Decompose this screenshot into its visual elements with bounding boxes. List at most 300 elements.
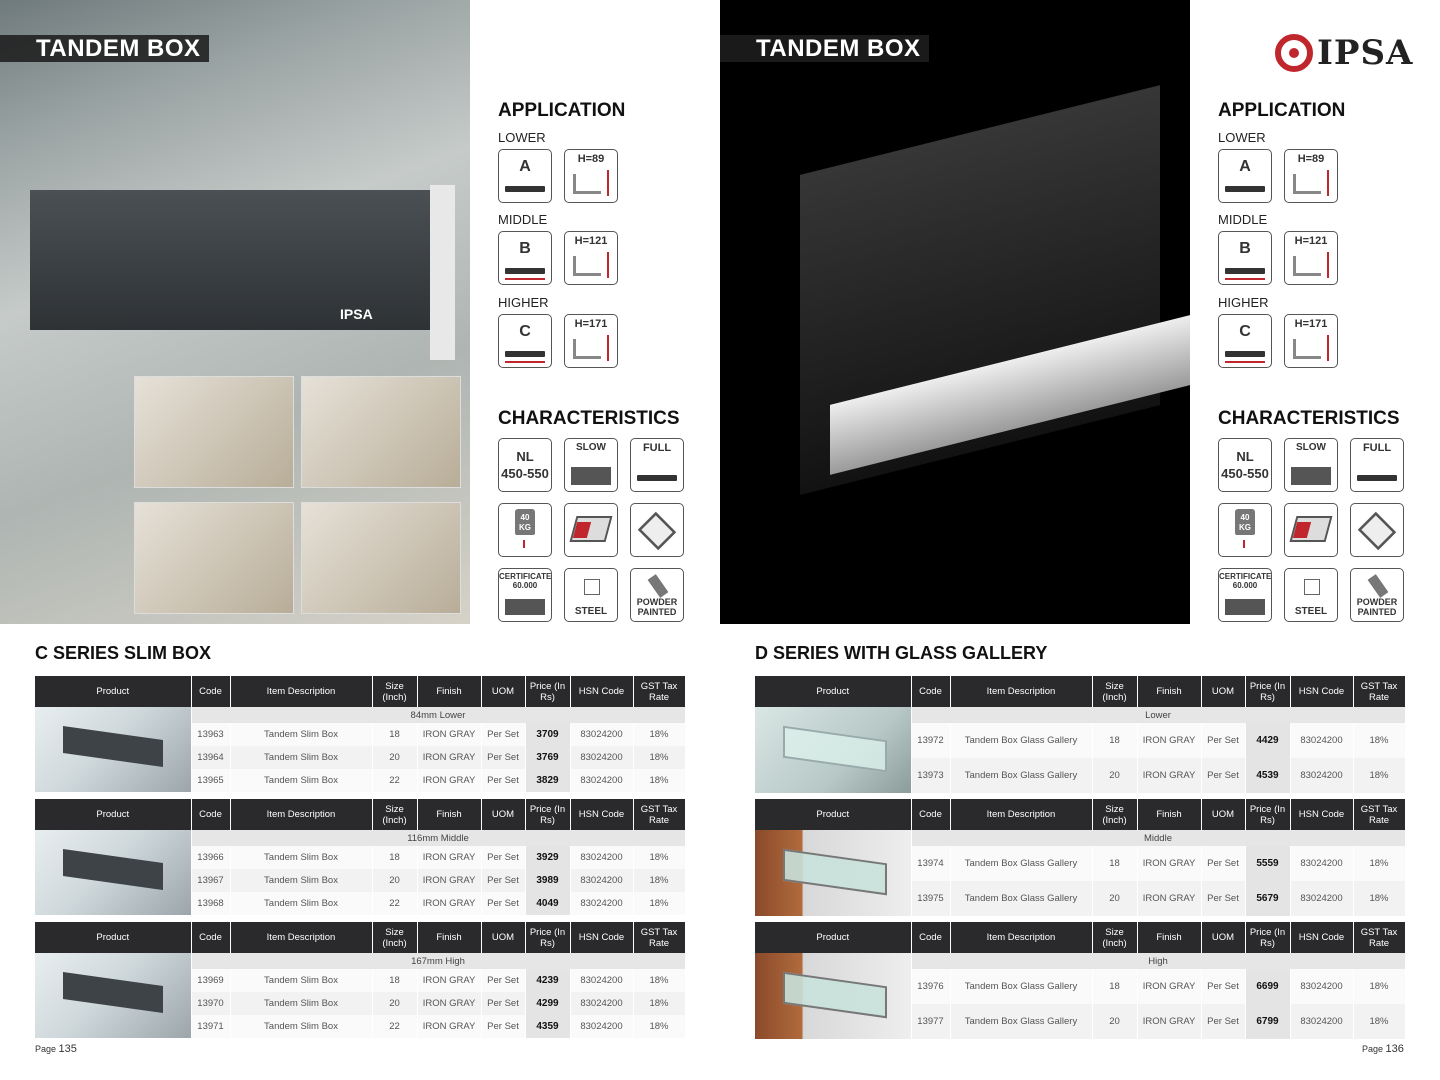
weight-value: 40 xyxy=(1240,513,1250,522)
load-capacity-icon xyxy=(1218,503,1272,557)
column-header: Price (In Rs) xyxy=(1245,799,1290,830)
painted-label: PAINTED xyxy=(1357,607,1397,617)
column-header: Finish xyxy=(1137,799,1201,830)
weight-value: 40 xyxy=(520,513,530,522)
finish-cell: IRON GRAY xyxy=(1137,723,1201,758)
steel-icon xyxy=(1284,568,1338,622)
height-value: H=171 xyxy=(574,318,608,330)
finish-cell: IRON GRAY xyxy=(417,746,481,769)
drawer-graphic xyxy=(505,599,545,615)
column-header: Size (Inch) xyxy=(372,799,417,830)
uom-cell: Per Set xyxy=(481,992,525,1015)
hero-title: TANDEM BOX xyxy=(0,35,209,62)
description-cell: Tandem Slim Box xyxy=(230,846,372,869)
column-header: Size (Inch) xyxy=(1092,676,1137,707)
hsn-cell: 83024200 xyxy=(570,892,633,915)
drawer-type-icon xyxy=(498,231,552,285)
description-cell: Tandem Box Glass Gallery xyxy=(950,969,1092,1004)
column-header: UOM xyxy=(481,922,525,953)
drawer-letter: A xyxy=(1239,158,1251,175)
price-cell: 6699 xyxy=(1245,969,1290,1004)
characteristics-title: CHARACTERISTICS xyxy=(1218,408,1400,429)
uom-cell: Per Set xyxy=(481,769,525,792)
column-header: HSN Code xyxy=(1290,676,1353,707)
full-label: FULL xyxy=(642,442,672,454)
price-table xyxy=(755,799,1406,916)
product-image xyxy=(755,830,911,916)
finish-cell: IRON GRAY xyxy=(1137,1004,1201,1039)
drawer-thumbnail xyxy=(134,502,294,614)
steel-label: STEEL xyxy=(574,606,608,617)
adjustment-icon xyxy=(564,503,618,557)
gst-cell: 18% xyxy=(1353,881,1405,916)
gst-cell: 18% xyxy=(1353,1004,1405,1039)
column-header: Product xyxy=(755,676,911,707)
column-header: Size (Inch) xyxy=(1092,922,1137,953)
column-header: Size (Inch) xyxy=(372,676,417,707)
finish-cell: IRON GRAY xyxy=(417,846,481,869)
column-header: UOM xyxy=(1201,676,1245,707)
drawer-bar xyxy=(505,268,545,274)
height-arrow xyxy=(1327,252,1329,278)
certificate-cycles: 60.000 xyxy=(1232,581,1258,590)
uom-cell: Per Set xyxy=(481,869,525,892)
column-header: Code xyxy=(911,922,950,953)
hsn-cell: 83024200 xyxy=(1290,723,1353,758)
hsn-cell: 83024200 xyxy=(570,769,633,792)
side-profile xyxy=(573,174,601,194)
drawer-thumbnail xyxy=(301,376,461,488)
height-icon xyxy=(1284,149,1338,203)
price-cell: 3929 xyxy=(525,846,570,869)
column-header: Item Description xyxy=(950,799,1092,830)
hsn-cell: 83024200 xyxy=(570,992,633,1015)
table-header-row xyxy=(35,676,685,707)
column-header: Item Description xyxy=(230,676,372,707)
powder-label-wrap xyxy=(631,597,683,617)
gst-cell: 18% xyxy=(633,892,685,915)
price-cell: 4539 xyxy=(1245,758,1290,793)
level-label: HIGHER xyxy=(498,295,549,310)
down-arrow-icon xyxy=(1243,540,1245,548)
characteristics-title: CHARACTERISTICS xyxy=(498,408,680,429)
adjustment-icon xyxy=(1284,503,1338,557)
drawer-graphic xyxy=(571,467,611,485)
gst-cell: 18% xyxy=(633,969,685,992)
column-header: Product xyxy=(35,799,191,830)
code-cell: 13975 xyxy=(911,881,950,916)
price-cell: 5679 xyxy=(1245,881,1290,916)
drawer-letter: C xyxy=(1239,323,1251,340)
level-label: MIDDLE xyxy=(1218,212,1268,227)
size-cell: 20 xyxy=(1092,1004,1137,1039)
powder-label-wrap xyxy=(1351,597,1403,617)
description-cell: Tandem Slim Box xyxy=(230,769,372,792)
size-cell: 20 xyxy=(372,992,417,1015)
uom-cell: Per Set xyxy=(481,746,525,769)
height-line xyxy=(505,278,545,280)
code-cell: 13971 xyxy=(191,1015,230,1038)
size-cell: 22 xyxy=(372,769,417,792)
code-cell: 13977 xyxy=(911,1004,950,1039)
description-cell: Tandem Slim Box xyxy=(230,969,372,992)
weight-icon xyxy=(515,509,535,535)
drawer-letter: C xyxy=(519,323,531,340)
code-cell: 13965 xyxy=(191,769,230,792)
column-header: HSN Code xyxy=(570,799,633,830)
certificate-icon xyxy=(498,568,552,622)
code-cell: 13976 xyxy=(911,969,950,1004)
drawer-type-icon xyxy=(498,149,552,203)
code-cell: 13970 xyxy=(191,992,230,1015)
table-header-row xyxy=(35,922,685,953)
height-arrow xyxy=(607,252,609,278)
column-header: UOM xyxy=(481,676,525,707)
column-header: Product xyxy=(755,799,911,830)
nl-range: 450-550 xyxy=(1221,466,1269,481)
column-header: Finish xyxy=(417,922,481,953)
gst-cell: 18% xyxy=(633,869,685,892)
side-profile xyxy=(1293,256,1321,276)
cube-icon xyxy=(584,579,600,595)
full-extension-icon xyxy=(630,438,684,492)
gst-cell: 18% xyxy=(633,1015,685,1038)
product-image-cell xyxy=(35,953,191,1038)
size-cell: 22 xyxy=(372,1015,417,1038)
table-header-row xyxy=(755,799,1405,830)
column-header: Price (In Rs) xyxy=(525,922,570,953)
code-cell: 13964 xyxy=(191,746,230,769)
drawer-bar xyxy=(1225,268,1265,274)
hero-photo xyxy=(0,0,470,624)
hsn-cell: 83024200 xyxy=(1290,1004,1353,1039)
powder-label: POWDER xyxy=(1356,597,1398,607)
page-number xyxy=(1362,1043,1404,1055)
drawer-letter: B xyxy=(1239,240,1251,257)
gst-cell: 18% xyxy=(1353,846,1405,881)
column-header: GST Tax Rate xyxy=(1353,799,1405,830)
product-image xyxy=(35,707,191,792)
finish-cell: IRON GRAY xyxy=(1137,969,1201,1004)
height-icon xyxy=(564,314,618,368)
description-cell: Tandem Slim Box xyxy=(230,1015,372,1038)
finish-cell: IRON GRAY xyxy=(1137,758,1201,793)
column-header: Price (In Rs) xyxy=(525,799,570,830)
certificate-label: CERTIFICATE xyxy=(1219,572,1272,581)
gst-cell: 18% xyxy=(1353,758,1405,793)
full-extension-icon xyxy=(1350,438,1404,492)
column-header: Price (In Rs) xyxy=(525,676,570,707)
size-cell: 20 xyxy=(1092,758,1137,793)
uom-cell: Per Set xyxy=(481,892,525,915)
column-header: Item Description xyxy=(950,922,1092,953)
price-table xyxy=(755,676,1406,793)
price-cell: 4049 xyxy=(525,892,570,915)
load-capacity-icon xyxy=(498,503,552,557)
height-value: H=89 xyxy=(577,153,605,165)
uom-cell: Per Set xyxy=(1201,969,1245,1004)
height-arrow xyxy=(607,170,609,196)
side-profile xyxy=(573,339,601,359)
height-arrow xyxy=(1327,170,1329,196)
weight-unit: KG xyxy=(519,523,531,532)
uom-cell: Per Set xyxy=(481,1015,525,1038)
certificate-cycles: 60.000 xyxy=(512,581,538,590)
drawer-letter: A xyxy=(519,158,531,175)
hsn-cell: 83024200 xyxy=(570,869,633,892)
drawer-type-icon xyxy=(1218,314,1272,368)
group-label: 116mm Middle xyxy=(191,830,685,846)
description-cell: Tandem Slim Box xyxy=(230,869,372,892)
drawer-bar xyxy=(1357,475,1397,481)
product-image-cell xyxy=(35,707,191,792)
size-cell: 18 xyxy=(372,846,417,869)
group-label: Middle xyxy=(911,830,1405,846)
brush-icon xyxy=(648,574,669,598)
description-cell: Tandem Slim Box xyxy=(230,892,372,915)
finish-cell: IRON GRAY xyxy=(417,992,481,1015)
price-cell: 3829 xyxy=(525,769,570,792)
column-header: Code xyxy=(191,922,230,953)
section-title: D SERIES WITH GLASS GALLERY xyxy=(755,643,1048,663)
price-cell: 6799 xyxy=(1245,1004,1290,1039)
column-header: Finish xyxy=(1137,676,1201,707)
height-line xyxy=(505,361,545,363)
product-image xyxy=(755,707,911,793)
size-cell: 20 xyxy=(1092,881,1137,916)
drawer-tray-icon xyxy=(630,503,684,557)
soft-close-icon xyxy=(564,438,618,492)
group-label: Lower xyxy=(911,707,1405,723)
price-table xyxy=(35,922,686,1038)
product-image-cell xyxy=(755,953,911,1039)
description-cell: Tandem Box Glass Gallery xyxy=(950,846,1092,881)
uom-cell: Per Set xyxy=(1201,758,1245,793)
product-image xyxy=(755,953,911,1039)
column-header: GST Tax Rate xyxy=(633,676,685,707)
size-cell: 18 xyxy=(372,969,417,992)
height-line xyxy=(1225,278,1265,280)
height-icon xyxy=(1284,314,1338,368)
finish-cell: IRON GRAY xyxy=(417,969,481,992)
powder-label: POWDER xyxy=(636,597,678,607)
price-cell: 4239 xyxy=(525,969,570,992)
section-title: C SERIES SLIM BOX xyxy=(35,643,212,663)
drawer-bar xyxy=(1225,351,1265,357)
column-header: Code xyxy=(911,676,950,707)
cube-icon xyxy=(1304,579,1320,595)
finish-cell: IRON GRAY xyxy=(417,769,481,792)
nl-range: 450-550 xyxy=(501,466,549,481)
ipsa-logo-icon xyxy=(1275,34,1313,72)
drawer-letter: B xyxy=(519,240,531,257)
column-header: Finish xyxy=(417,676,481,707)
gst-cell: 18% xyxy=(633,769,685,792)
price-cell: 3769 xyxy=(525,746,570,769)
finish-cell: IRON GRAY xyxy=(417,892,481,915)
nominal-length-icon xyxy=(498,438,552,492)
price-cell: 4299 xyxy=(525,992,570,1015)
column-header: GST Tax Rate xyxy=(1353,676,1405,707)
group-subheader-row xyxy=(755,830,1405,846)
column-header: Product xyxy=(755,922,911,953)
code-cell: 13963 xyxy=(191,723,230,746)
group-label: 84mm Lower xyxy=(191,707,685,723)
height-value: H=121 xyxy=(1294,235,1328,247)
height-value: H=171 xyxy=(1294,318,1328,330)
column-header: Product xyxy=(35,676,191,707)
finish-cell: IRON GRAY xyxy=(417,723,481,746)
column-header: GST Tax Rate xyxy=(633,922,685,953)
description-cell: Tandem Box Glass Gallery xyxy=(950,1004,1092,1039)
finish-cell: IRON GRAY xyxy=(1137,846,1201,881)
hsn-cell: 83024200 xyxy=(570,1015,633,1038)
height-icon xyxy=(1284,231,1338,285)
finish-cell: IRON GRAY xyxy=(417,869,481,892)
height-value: H=89 xyxy=(1297,153,1325,165)
certificate-icon xyxy=(1218,568,1272,622)
gst-cell: 18% xyxy=(1353,723,1405,758)
column-header: Size (Inch) xyxy=(372,922,417,953)
code-cell: 13974 xyxy=(911,846,950,881)
level-label: MIDDLE xyxy=(498,212,548,227)
page-label: Page xyxy=(35,1044,57,1054)
uom-cell: Per Set xyxy=(1201,846,1245,881)
column-header: Item Description xyxy=(230,922,372,953)
logo-text: IPSA xyxy=(1317,33,1414,73)
size-cell: 20 xyxy=(372,746,417,769)
size-cell: 20 xyxy=(372,869,417,892)
weight-icon xyxy=(1235,509,1255,535)
group-label: High xyxy=(911,953,1405,969)
product-image-cell xyxy=(35,830,191,915)
column-header: HSN Code xyxy=(570,922,633,953)
height-line xyxy=(1225,361,1265,363)
hero-photo xyxy=(720,0,1190,624)
drawer-side xyxy=(430,185,455,360)
group-label: 167mm High xyxy=(191,953,685,969)
soft-close-icon xyxy=(1284,438,1338,492)
side-profile xyxy=(573,256,601,276)
height-icon xyxy=(564,231,618,285)
column-header: GST Tax Rate xyxy=(633,799,685,830)
application-title: APPLICATION xyxy=(1218,100,1346,121)
column-header: UOM xyxy=(1201,799,1245,830)
description-cell: Tandem Box Glass Gallery xyxy=(950,723,1092,758)
application-title: APPLICATION xyxy=(498,100,626,121)
gst-cell: 18% xyxy=(633,992,685,1015)
uom-cell: Per Set xyxy=(1201,723,1245,758)
column-header: GST Tax Rate xyxy=(1353,922,1405,953)
side-profile xyxy=(1293,339,1321,359)
painted-label: PAINTED xyxy=(637,607,677,617)
hsn-cell: 83024200 xyxy=(570,969,633,992)
page-num: 135 xyxy=(58,1043,77,1055)
group-subheader-row xyxy=(35,830,685,846)
price-cell: 3989 xyxy=(525,869,570,892)
drawer-main xyxy=(30,190,440,330)
code-cell: 13973 xyxy=(911,758,950,793)
powder-painted-icon xyxy=(1350,568,1404,622)
description-cell: Tandem Slim Box xyxy=(230,992,372,1015)
size-cell: 18 xyxy=(1092,969,1137,1004)
description-cell: Tandem Slim Box xyxy=(230,723,372,746)
ipsa-logo xyxy=(1275,32,1413,74)
tray-icon xyxy=(638,512,676,550)
group-subheader-row xyxy=(35,707,685,723)
hero-title: TANDEM BOX xyxy=(720,35,929,62)
uom-cell: Per Set xyxy=(481,969,525,992)
powder-painted-icon xyxy=(630,568,684,622)
code-cell: 13968 xyxy=(191,892,230,915)
column-header: HSN Code xyxy=(1290,799,1353,830)
uom-cell: Per Set xyxy=(1201,1004,1245,1039)
gst-cell: 18% xyxy=(1353,969,1405,1004)
price-table xyxy=(35,799,686,915)
description-cell: Tandem Box Glass Gallery xyxy=(950,758,1092,793)
full-label: FULL xyxy=(1362,442,1392,454)
brush-icon xyxy=(1368,574,1389,598)
column-header: HSN Code xyxy=(1290,922,1353,953)
height-arrow xyxy=(1327,335,1329,361)
price-table xyxy=(755,922,1406,1039)
column-header: HSN Code xyxy=(570,676,633,707)
price-table xyxy=(35,676,686,792)
hsn-cell: 83024200 xyxy=(1290,846,1353,881)
column-header: Item Description xyxy=(950,676,1092,707)
height-arrow xyxy=(607,335,609,361)
nominal-length-icon xyxy=(1218,438,1272,492)
level-label: LOWER xyxy=(1218,130,1266,145)
code-cell: 13972 xyxy=(911,723,950,758)
group-subheader-row xyxy=(35,953,685,969)
catalog-page-right xyxy=(720,0,1440,1080)
drawer-bar xyxy=(1225,186,1265,192)
certificate-label: CERTIFICATE xyxy=(499,572,552,581)
column-header: Finish xyxy=(417,799,481,830)
hsn-cell: 83024200 xyxy=(1290,881,1353,916)
table-header-row xyxy=(35,799,685,830)
steel-icon xyxy=(564,568,618,622)
table-header-row xyxy=(755,922,1405,953)
column-header: Code xyxy=(191,676,230,707)
uom-cell: Per Set xyxy=(481,723,525,746)
group-subheader-row xyxy=(755,707,1405,723)
finish-cell: IRON GRAY xyxy=(1137,881,1201,916)
price-cell: 5559 xyxy=(1245,846,1290,881)
gst-cell: 18% xyxy=(633,746,685,769)
code-cell: 13969 xyxy=(191,969,230,992)
size-cell: 22 xyxy=(372,892,417,915)
weight-unit: KG xyxy=(1239,523,1251,532)
drawer-type-icon xyxy=(1218,149,1272,203)
down-arrow-icon xyxy=(523,540,525,548)
hsn-cell: 83024200 xyxy=(1290,969,1353,1004)
column-header: Finish xyxy=(1137,922,1201,953)
page-label: Page xyxy=(1362,1044,1384,1054)
column-header: Price (In Rs) xyxy=(1245,676,1290,707)
product-image xyxy=(35,953,191,1038)
drawer-bar xyxy=(505,186,545,192)
column-header: Item Description xyxy=(230,799,372,830)
price-cell: 3709 xyxy=(525,723,570,746)
nl-label: NL xyxy=(516,449,534,464)
drawer-type-icon xyxy=(1218,231,1272,285)
level-label: HIGHER xyxy=(1218,295,1269,310)
height-value: H=121 xyxy=(574,235,608,247)
product-image xyxy=(35,830,191,915)
uom-cell: Per Set xyxy=(1201,881,1245,916)
